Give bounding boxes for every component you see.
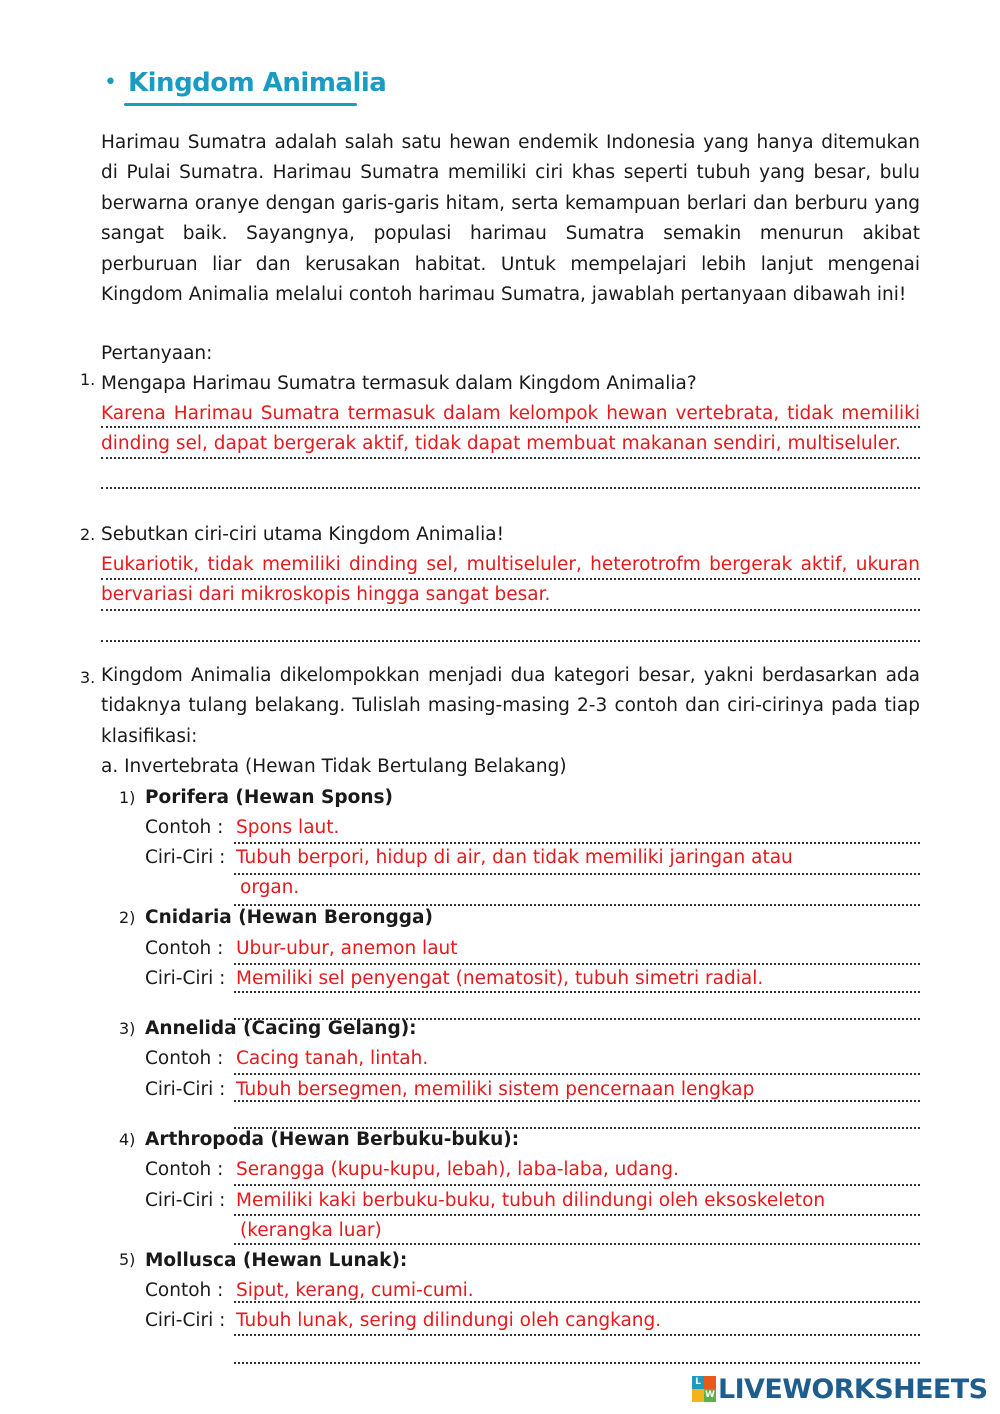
ciri-answer-1[interactable]: Tubuh bersegmen, memiliki sistem pencernaan lengkap (236, 1079, 755, 1100)
q2-answer-line-3 (101, 640, 920, 642)
contoh-answer[interactable]: Spons laut. (236, 817, 340, 838)
liveworksheets-logo-icon (692, 1376, 716, 1402)
logo-badge-letter: L (692, 1376, 704, 1389)
group-number: 1) (119, 788, 136, 807)
section-bullet: • (104, 70, 117, 95)
ciri-label: Ciri-Ciri : (145, 968, 226, 989)
ciri-label: Ciri-Ciri : (145, 1310, 226, 1331)
ciri-line-2 (234, 1362, 920, 1364)
ciri-answer-2[interactable]: organ. (240, 877, 300, 898)
group-number: 2) (119, 908, 136, 927)
title-underline (124, 103, 357, 106)
questions-heading: Pertanyaan: (101, 343, 213, 364)
q2-answer[interactable]: Eukariotik, tidak memiliki dinding sel, multiseluler, heterotrofm bergerak aktif, ukuran bervariasi dari mikroskopis hingga sangat besar. (101, 554, 920, 606)
contoh-label: Contoh : (145, 1048, 224, 1069)
group-number: 4) (119, 1130, 136, 1149)
q2-number: 2. (80, 525, 96, 544)
liveworksheets-watermark: LIVEWORKSHEETS (718, 1374, 988, 1405)
contoh-label: Contoh : (145, 1280, 224, 1301)
ciri-answer-1[interactable]: Memiliki sel penyengat (nematosit), tubuh simetri radial. (236, 968, 764, 989)
group-name: Cnidaria (Hewan Berongga) (145, 907, 433, 928)
q1-number: 1. (80, 370, 96, 389)
group-name: Porifera (Hewan Spons) (145, 787, 393, 808)
ciri-line-1 (234, 873, 920, 875)
contoh-label: Contoh : (145, 817, 224, 838)
group-name: Annelida (Cacing Gelang): (145, 1018, 417, 1039)
contoh-answer[interactable]: Siput, kerang, cumi-cumi. (236, 1280, 474, 1301)
contoh-label: Contoh : (145, 1159, 224, 1180)
ciri-answer-2[interactable]: (kerangka luar) (240, 1220, 382, 1241)
contoh-answer[interactable]: Cacing tanah, lintah. (236, 1048, 429, 1069)
ciri-answer-1[interactable]: Tubuh berpori, hidup di air, dan tidak memiliki jaringan atau (236, 847, 793, 868)
contoh-label: Contoh : (145, 938, 224, 959)
intro-paragraph: Harimau Sumatra adalah salah satu hewan endemik Indonesia yang hanya ditemukan di Pulai Sumatra. Harimau Sumatra memiliki ciri khas seperti tubuh yang besar, bulu berwarna oranye dengan garis-garis hitam, serta kemampuan berlari dan berburu yang sangat baik. Sayangnya, populasi harimau Sumatra semakin menurun akibat perburuan liar dan kerusakan habitat. Untuk mempelajari lebih lanjut mengenai Kingdom Animalia melalui contoh harimau Sumatra, jawablah pertanyaan dibawah ini! (101, 132, 920, 306)
group-name: Mollusca (Hewan Lunak): (145, 1250, 408, 1271)
group-number: 5) (119, 1250, 136, 1269)
q3-text: Kingdom Animalia dikelompokkan menjadi dua kategori besar, yakni berdasarkan ada tidaknya tulang belakang. Tulislah masing-masing 2-3 contoh dan ciri-cirinya pada tiap klasifikasi: (101, 665, 920, 747)
logo-badge-letter: W (705, 1390, 715, 1400)
q3-sub-a: a. Invertebrata (Hewan Tidak Bertulang Belakang) (101, 756, 567, 777)
q1-answer-line-3 (101, 487, 920, 489)
q1-text: Mengapa Harimau Sumatra termasuk dalam Kingdom Animalia? (101, 373, 697, 394)
contoh-answer[interactable]: Serangga (kupu-kupu, lebah), laba-laba, udang. (236, 1159, 679, 1180)
group-name: Arthropoda (Hewan Berbuku-buku): (145, 1129, 520, 1150)
q3-number: 3. (80, 668, 96, 687)
ciri-answer-1[interactable]: Memiliki kaki berbuku-buku, tubuh dilindungi oleh eksoskeleton (236, 1190, 826, 1211)
contoh-answer[interactable]: Ubur-ubur, anemon laut (236, 938, 458, 959)
ciri-label: Ciri-Ciri : (145, 847, 226, 868)
section-title: Kingdom Animalia (128, 68, 387, 98)
q1-answer[interactable]: Karena Harimau Sumatra termasuk dalam kelompok hewan vertebrata, tidak memiliki dinding sel, dapat bergerak aktif, tidak dapat membuat makanan sendiri, multiseluler. (101, 403, 920, 455)
ciri-label: Ciri-Ciri : (145, 1079, 226, 1100)
ciri-label: Ciri-Ciri : (145, 1190, 226, 1211)
ciri-answer-1[interactable]: Tubuh lunak, sering dilindungi oleh cangkang. (236, 1310, 662, 1331)
group-number: 3) (119, 1019, 136, 1038)
q2-text: Sebutkan ciri-ciri utama Kingdom Animalia! (101, 524, 505, 545)
